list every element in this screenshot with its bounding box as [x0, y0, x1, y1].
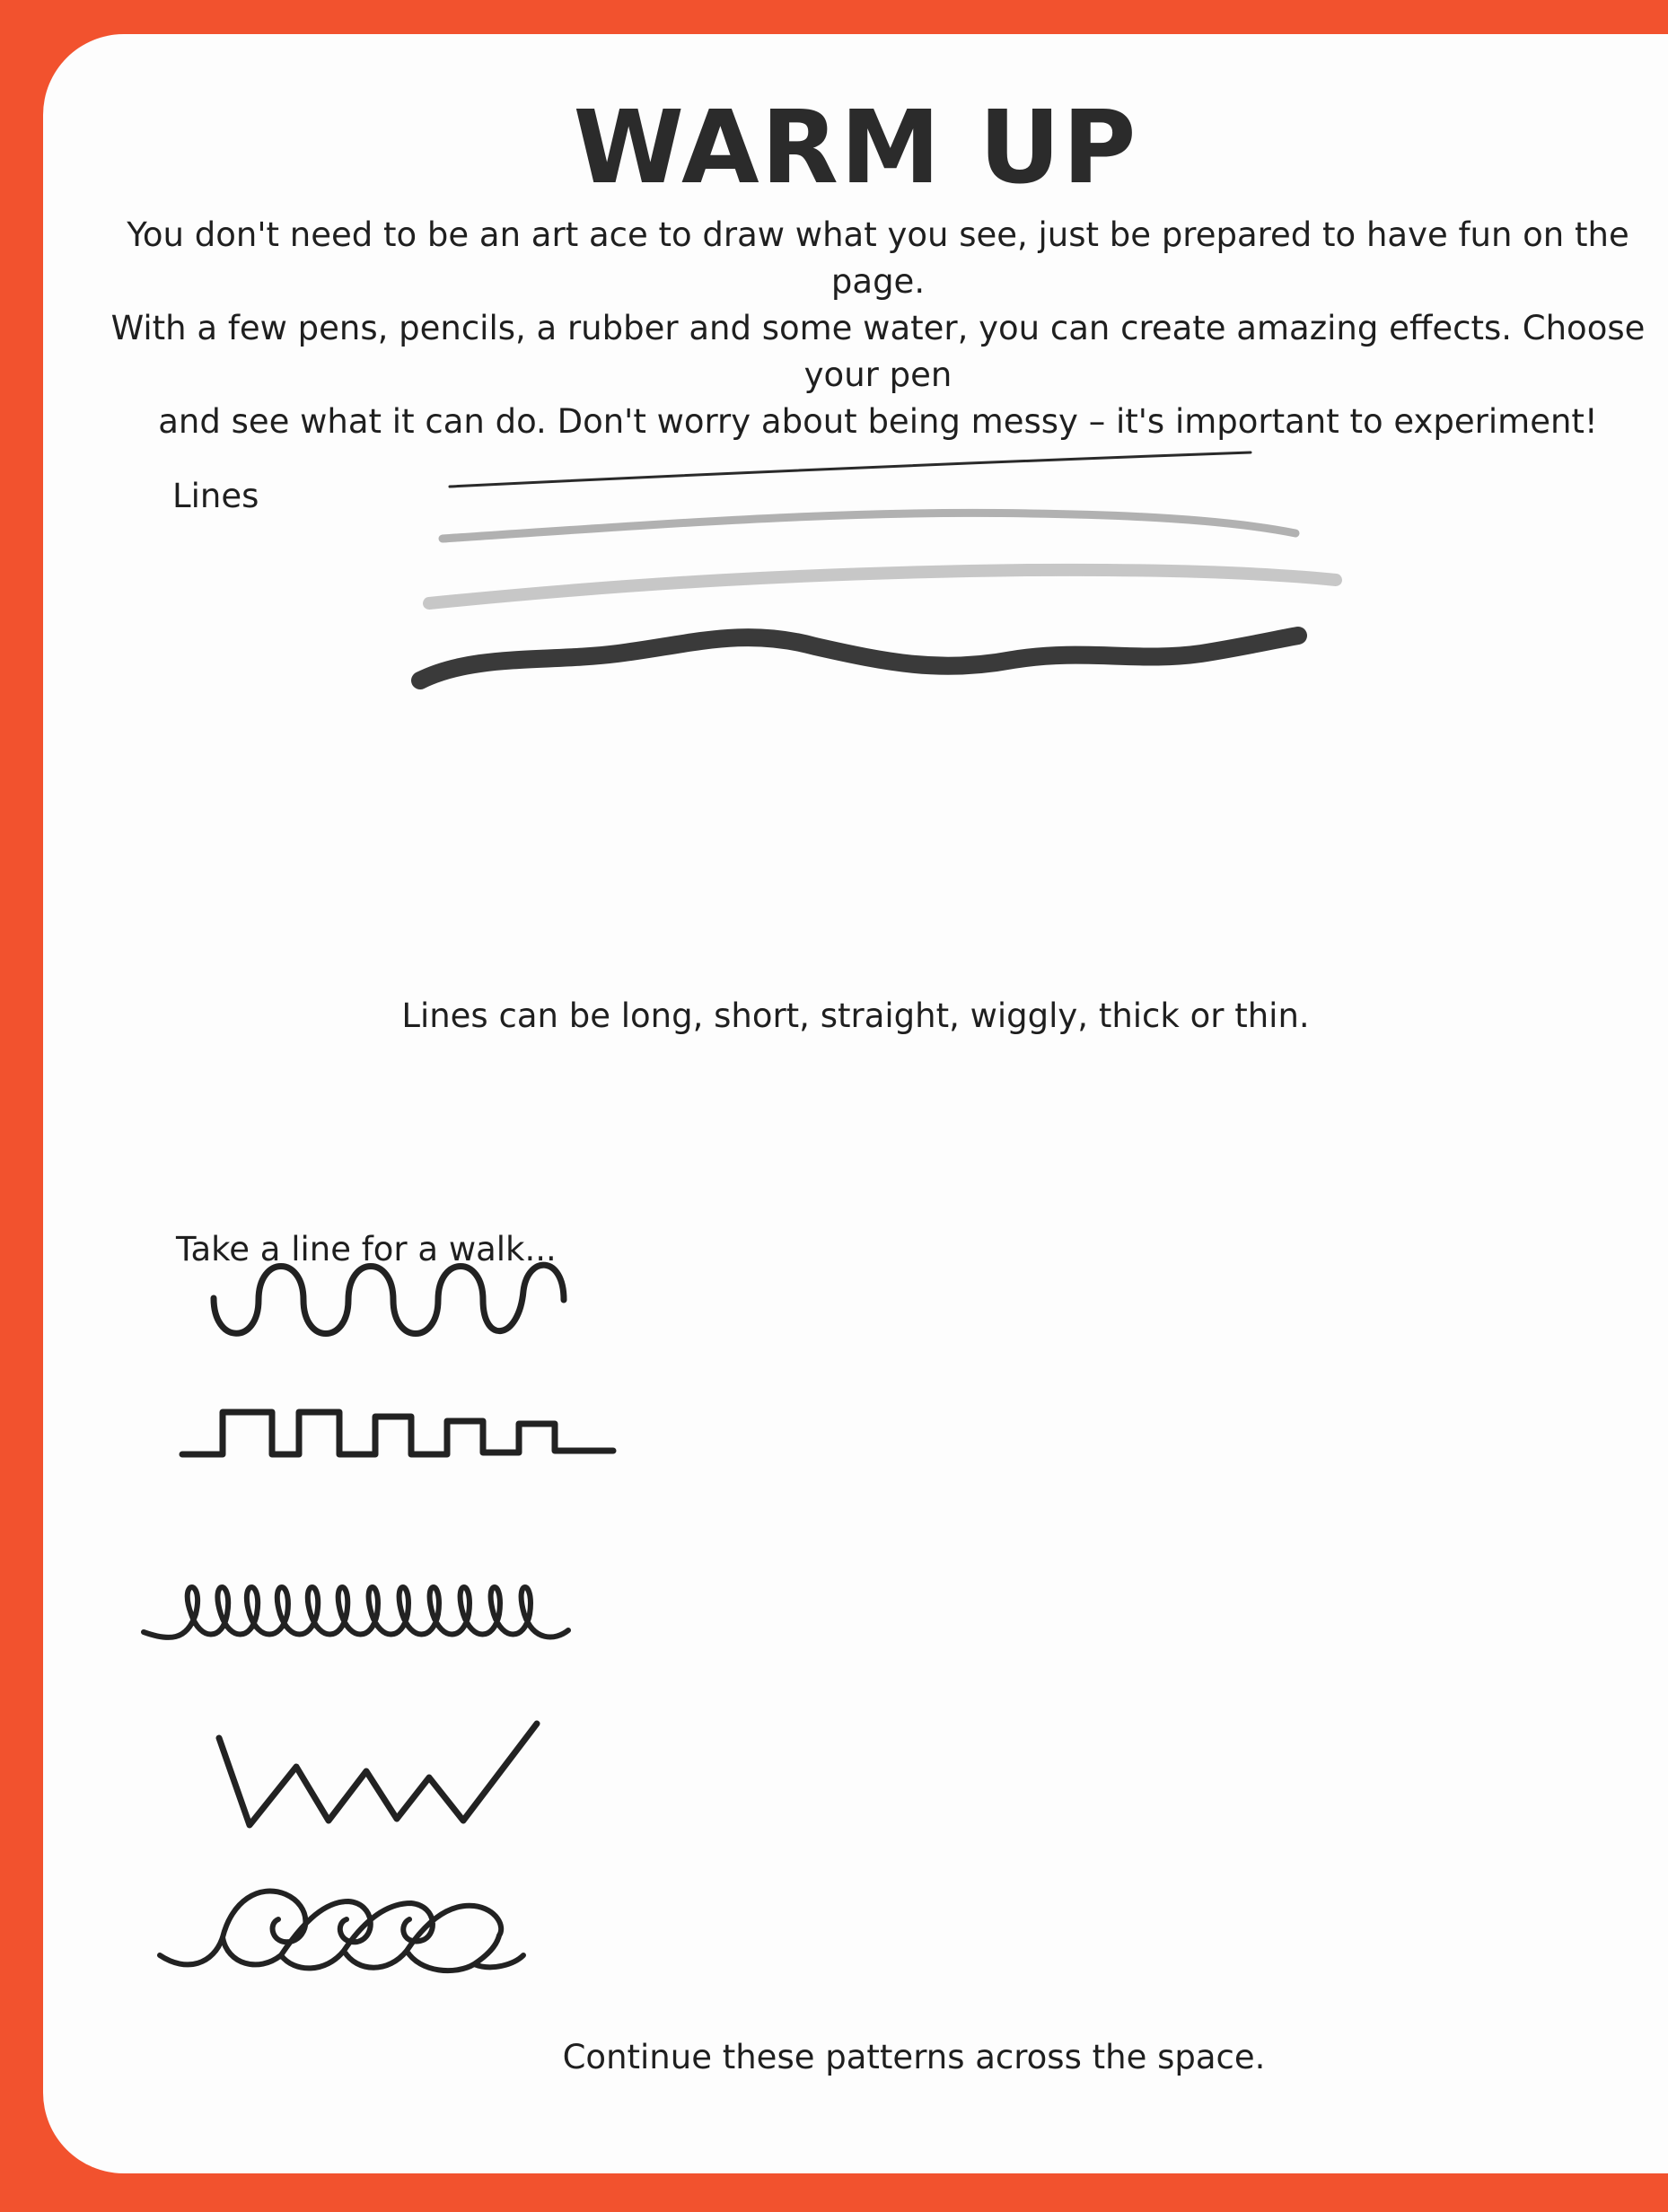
walk-label: Take a line for a walk... [176, 1230, 557, 1268]
lines-label: Lines [172, 477, 259, 515]
intro-line: With a few pens, pencils, a rubber and some water, you can create amazing effects. Choose your pen [110, 309, 1646, 394]
lines-caption: Lines can be long, short, straight, wiggly, thick or thin. [401, 996, 1310, 1035]
zigzag-pattern [219, 1724, 537, 1825]
light-pencil-line [429, 570, 1336, 603]
intro-line: You don't need to be an art ace to draw what you see, just be prepared to have fun on the page. [127, 215, 1629, 301]
drawing-area [43, 34, 1668, 2173]
thick-crayon-line [420, 636, 1298, 680]
page-title: WARM UP [573, 90, 1138, 206]
square-wave-pattern [182, 1412, 613, 1454]
intro-line: and see what it can do. Don't worry about being messy – it's important to experiment! [158, 402, 1598, 441]
worksheet-page [43, 34, 1668, 2173]
pencil-line [443, 513, 1295, 539]
loop-pattern [144, 1587, 568, 1637]
curl-pattern [160, 1892, 523, 1971]
wave-pattern [214, 1265, 564, 1333]
thin-pen-line [450, 452, 1251, 487]
walk-caption: Continue these patterns across the space. [562, 2038, 1266, 2076]
